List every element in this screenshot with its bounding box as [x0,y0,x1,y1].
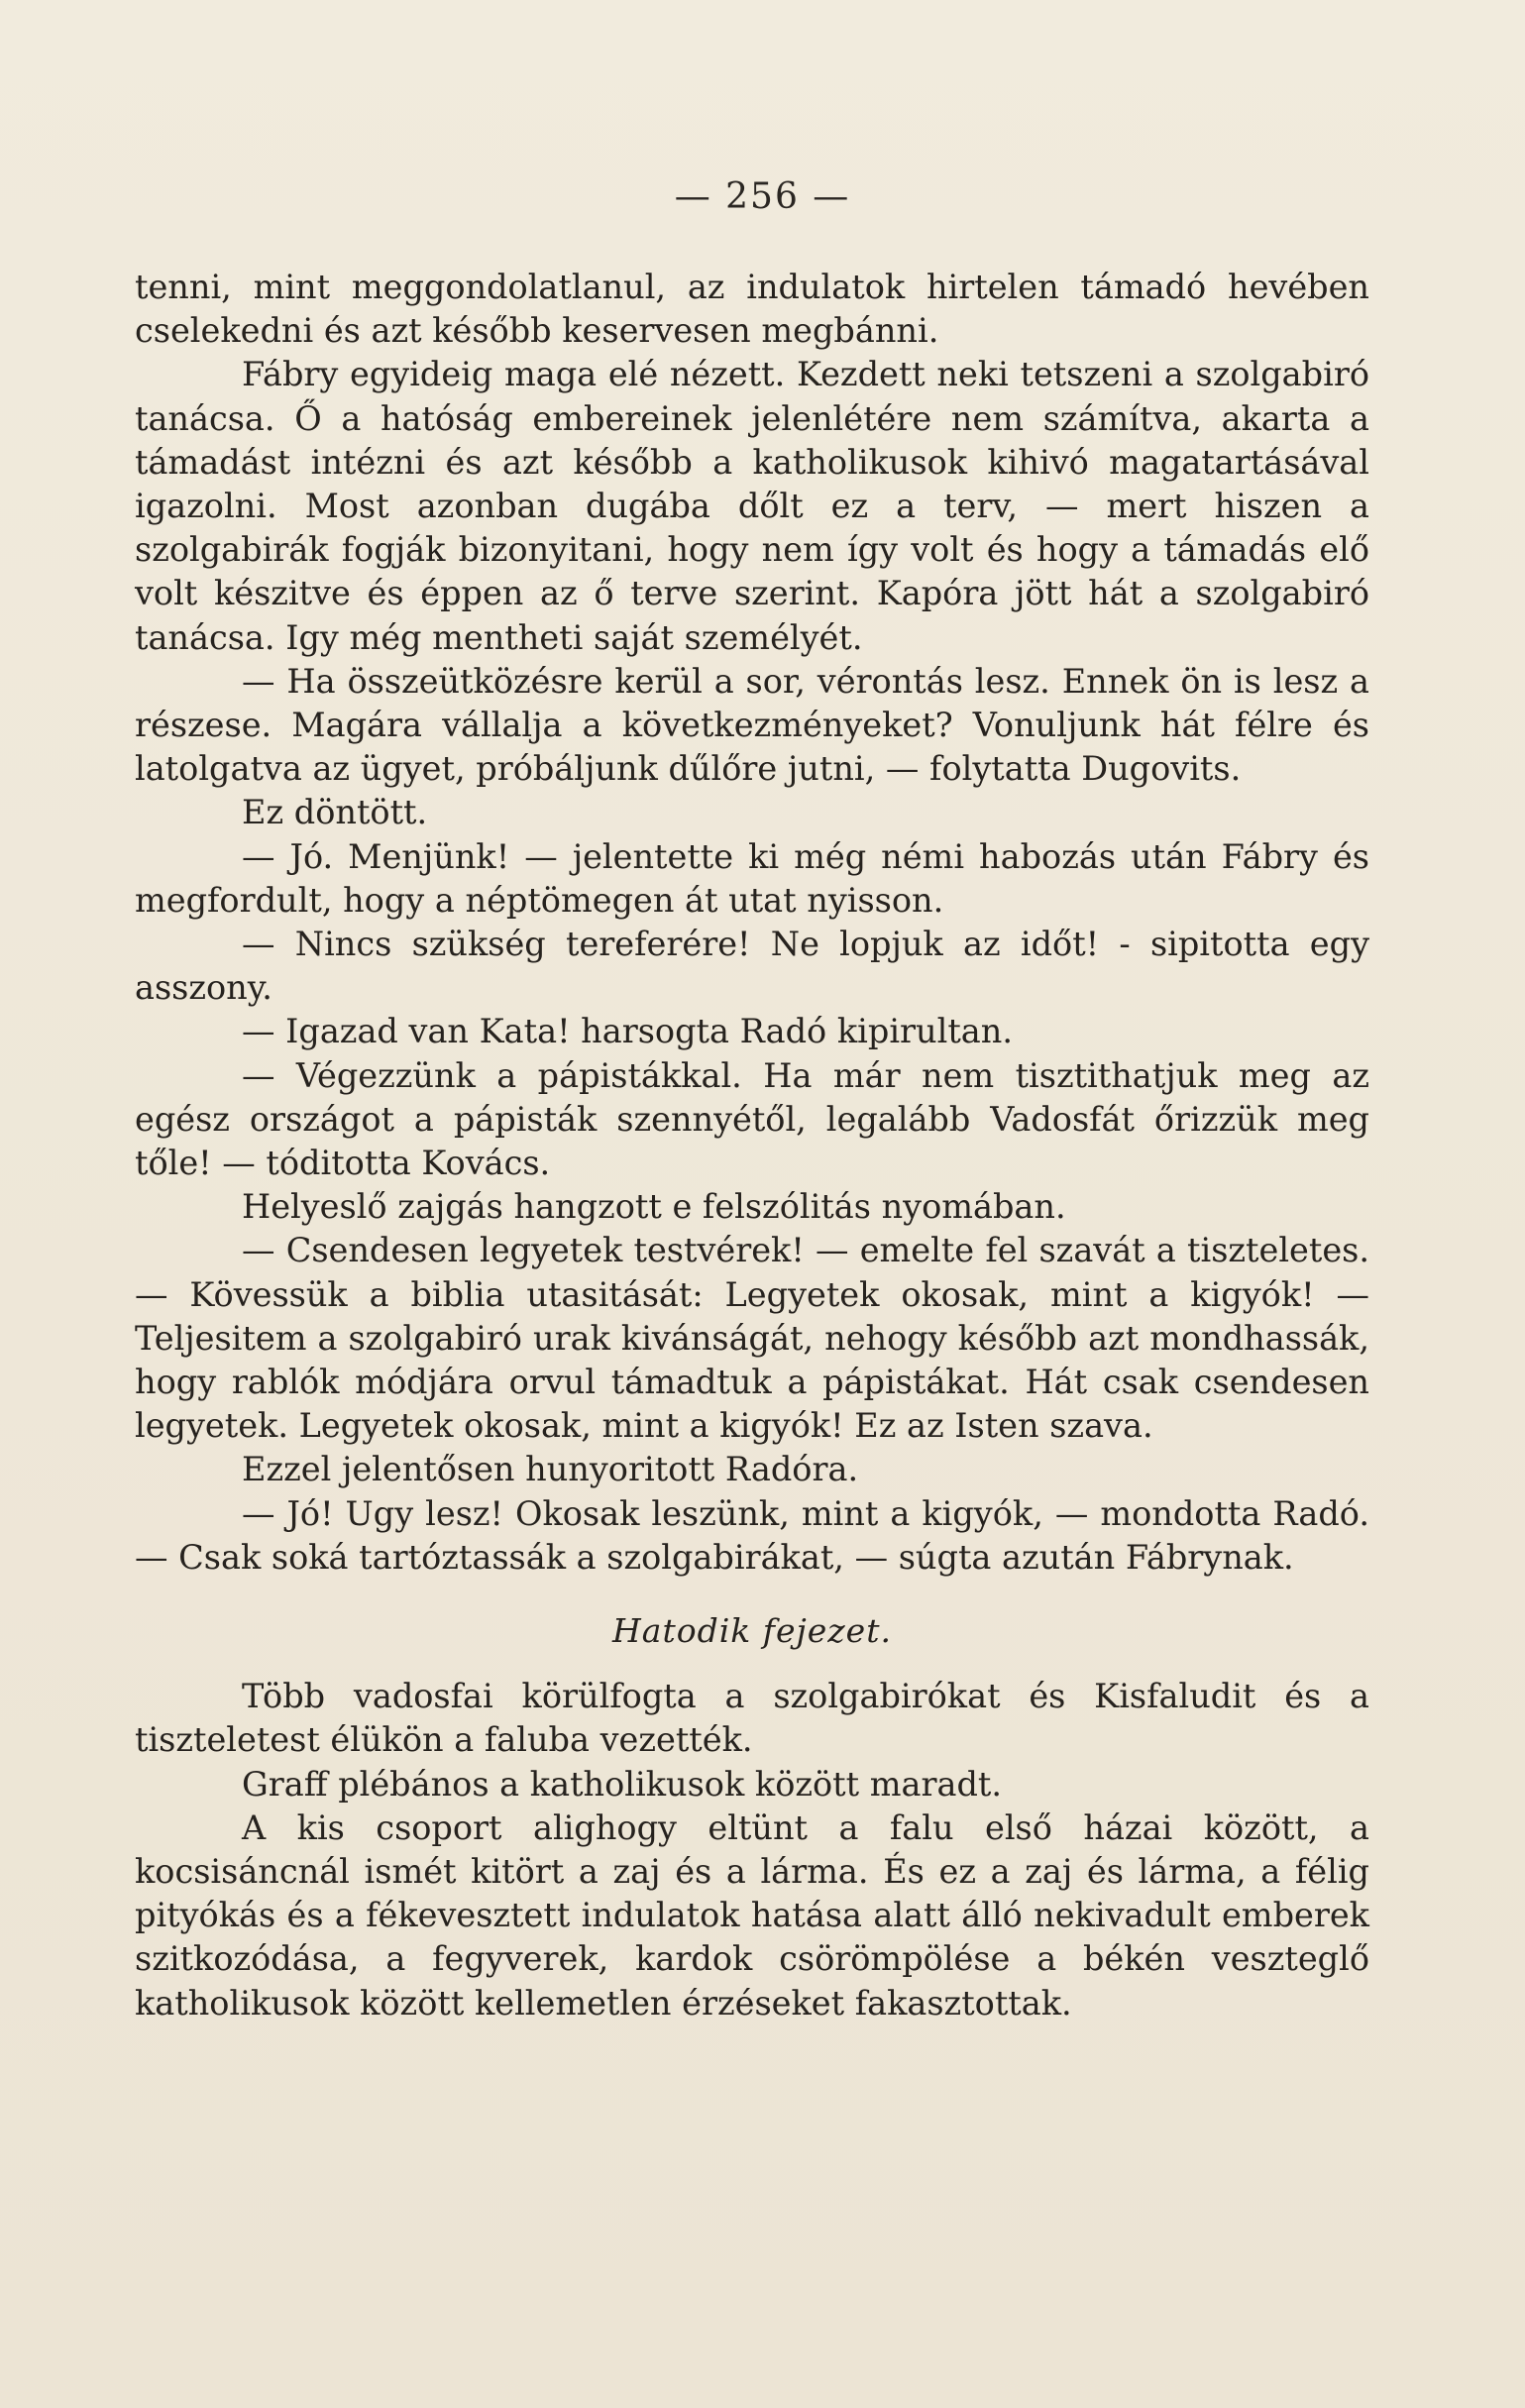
paragraph: — Csendesen legyetek testvérek! — emelte fel szavát a tiszteletes. — Kövessük a biblia utasitását: Legyetek okosak, mint a kigyók! — Teljesitem a szolgabiró urak kivánságát, nehogy később azt mondhassák, hogy rablók módjára orvul támadtuk a pápistákat. Hát csak csendesen legyetek. Legyetek okosak, mint a kigyók! Ez az Isten szava. [135,1231,1369,1446]
paragraphs-after-chapter [135,1675,1369,2025]
paragraphs-before-chapter [135,266,1369,1580]
paragraph: A kis csoport alighogy eltünt a falu első házai között, a kocsisáncnál ismét kitört a zaj és a lárma. És ez a zaj és lárma, a félig pityókás és a fékevesztett indulatok hatása alatt álló nekivadult emberek szitkozódása, a fegyverek, kardok csörömpölése a békén veszteglő katholikusok között kellemetlen érzéseket fakasztottak. [135,1807,1369,2023]
paragraph: — Nincs szükség tereferére! Ne lopjuk az időt! - sipitotta egy asszony. [135,925,1369,1008]
paragraph: — Ha összeütközésre kerül a sor, vérontás lesz. Ennek ön is lesz a részese. Magára vállalja a következményeket? Vonuljunk hát félre és latolgatva az ügyet, próbáljunk dűlőre jutni, — folytatta Dugovits. [135,661,1369,789]
paragraph: — Végezzünk a pápistákkal. Ha már nem tisztithatjuk meg az egész országot a pápisták szennyétől, legalább Vadosfát őrizzük meg tőle! — tóditotta Kovács. [135,1055,1369,1183]
page-number: — 256 — [674,176,851,217]
paragraph: — Jó! Ugy lesz! Okosak leszünk, mint a kigyók, — mondotta Radó. — Csak soká tartóztassák a szolgabirákat, — súgta azután Fábrynak. [135,1493,1369,1577]
paragraph: Ezzel jelentősen hunyoritott Radóra. [242,1450,859,1489]
body-text [135,266,1369,2025]
paragraph: — Igazad van Kata! harsogta Radó kipirultan. [242,1012,1013,1051]
chapter-title: Hatodik fejezet. [612,1611,892,1651]
paragraph: tenni, mint meggondolatlanul, az indulatok hirtelen támadó hevében cselekedni és azt később keservesen megbánni. [135,268,1369,351]
paragraph: Több vadosfai körülfogta a szolgabirókat és Kisfaludit és a tiszteletest élükön a faluba vezették. [135,1677,1369,1760]
paragraph: Helyeslő zajgás hangzott e felszólitás nyomában. [242,1187,1066,1227]
paragraph: Fábry egyideig maga elé nézett. Kezdett neki tetszeni a szolgabiró tanácsa. Ő a hatóság embereinek jelenlétére nem számítva, akarta a támadást intézni és azt később a katholikusok kihivó magatartásával igazolni. Most azonban dugába dőlt ez a terv, — mert hiszen a szolgabirák fogják bizonyitani, hogy nem így volt és hogy a támadás elő volt készitve és éppen az ő terve szerint. Kapóra jött hát a szolgabiró tanácsa. Igy még mentheti saját személyét. [135,355,1369,657]
paragraph: — Jó. Menjünk! — jelentette ki még némi habozás után Fábry és megfordult, hogy a néptömegen át utat nyisson. [135,836,1369,920]
paragraph: Ez döntött. [242,793,428,832]
paragraph: Graff plébános a katholikusok között maradt. [242,1764,1003,1804]
